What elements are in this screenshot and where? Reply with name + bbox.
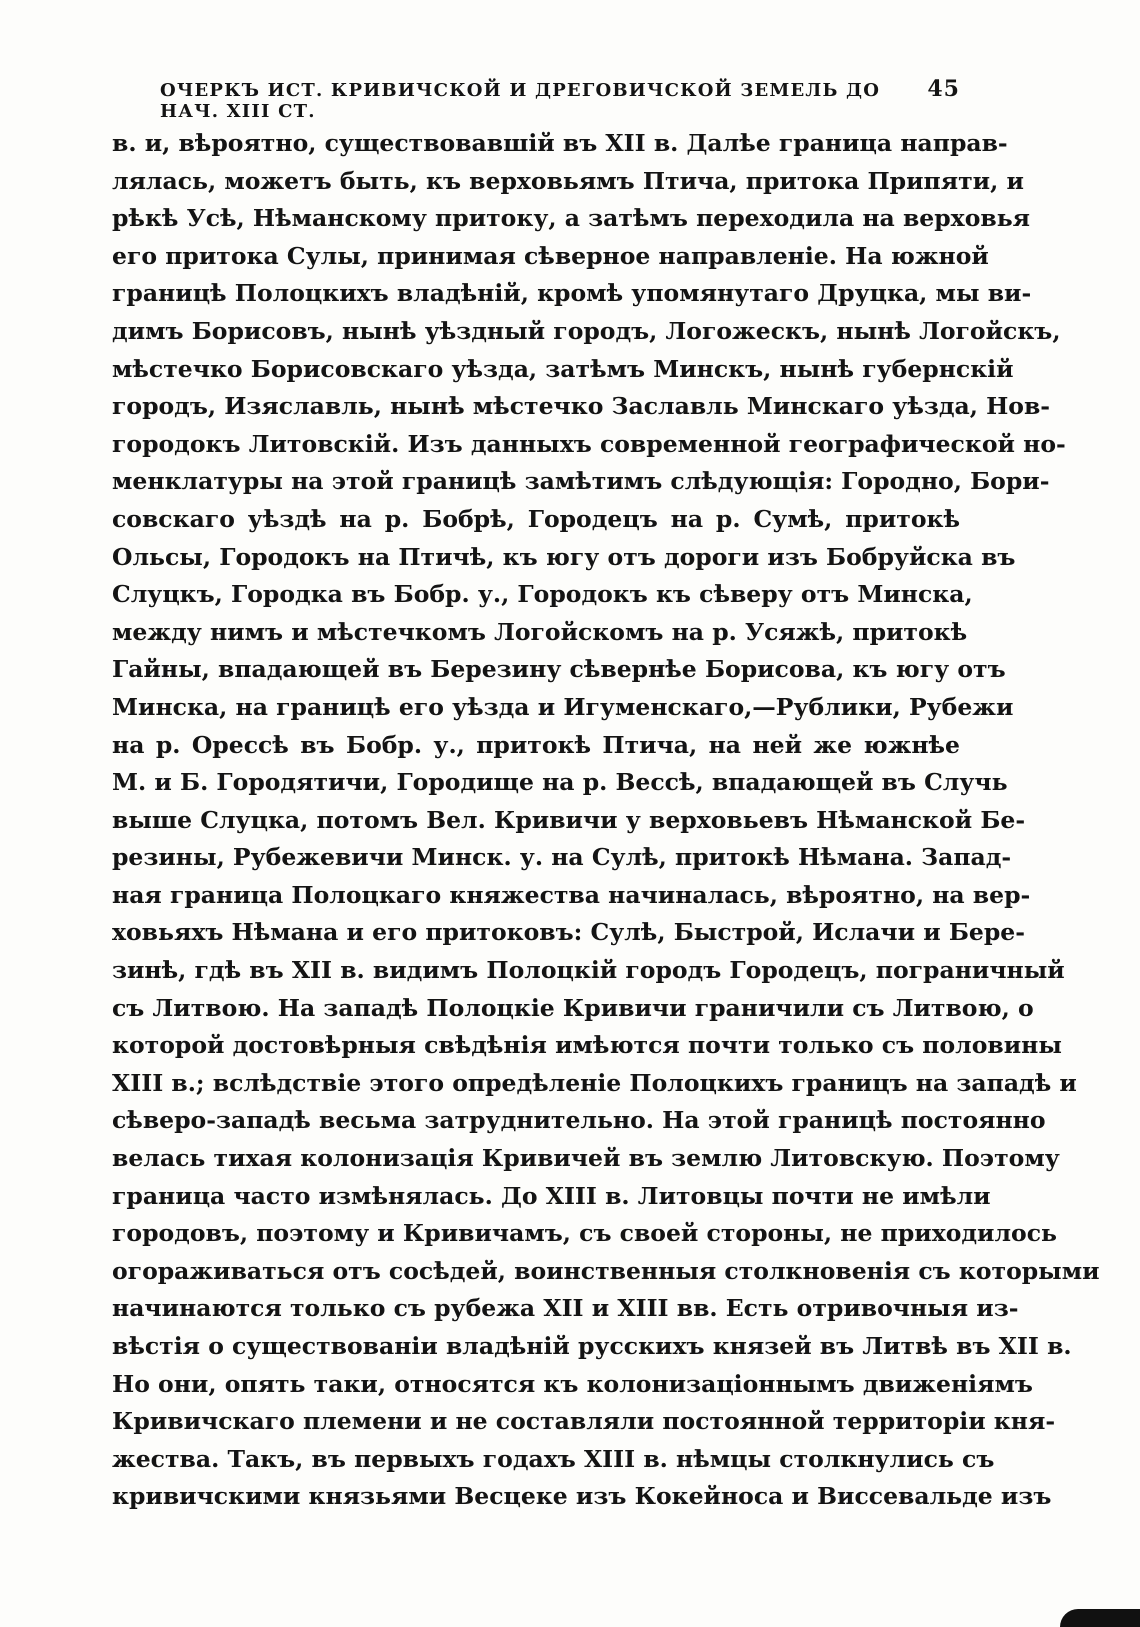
text-line: съ Литвою. На западѣ Полоцкіе Кривичи граничили съ Литвою, о (112, 993, 1034, 1022)
text-line: между нимъ и мѣстечкомъ Логойскомъ на р. Усяжѣ, притокѣ (112, 617, 968, 646)
text-line: велась тихая колонизація Кривичей въ землю Литовскую. Поэтому (112, 1144, 1060, 1173)
text-line: Ольсы, Городокъ на Птичѣ, къ югу отъ дороги изъ Бобруйска въ (112, 542, 1016, 571)
text-line: М. и Б. Городятичи, Городище на р. Вессѣ, впадающей въ Случь (112, 768, 1008, 797)
text-line: которой достовѣрныя свѣдѣнія имѣются почти только съ половины (112, 1031, 1062, 1060)
text-line: зинѣ, гдѣ въ XII в. видимъ Полоцкій городъ Городецъ, пограничный (112, 956, 1065, 985)
text-line: ная граница Полоцкаго княжества начиналась, вѣроятно, на вер- (112, 880, 1031, 909)
scan-smudge (1060, 1609, 1140, 1627)
text-line: Кривичскаго племени и не составляли постоянной территоріи кня- (112, 1407, 1056, 1436)
text-line: совскаго уѣздѣ на р. Бобрѣ, Городецъ на р. Сумѣ, притокѣ (112, 504, 960, 533)
text-line: граница часто измѣнялась. До XIII в. Литовцы почти не имѣли (112, 1181, 991, 1210)
page-number: 45 (927, 76, 960, 102)
text-line: жества. Такъ, въ первыхъ годахъ XIII в. нѣмцы столкнулись съ (112, 1444, 995, 1473)
text-line: границѣ Полоцкихъ владѣній, кромѣ упомянутаго Друцка, мы ви- (112, 279, 1032, 308)
body-text (112, 125, 1100, 1516)
text-line: сѣверо-западѣ весьма затруднительно. На этой границѣ постоянно (112, 1106, 1046, 1135)
text-line: его притока Сулы, принимая сѣверное направленіе. На южной (112, 241, 989, 270)
text-line: ховьяхъ Нѣмана и его притоковъ: Сулѣ, Быстрой, Ислачи и Бере- (112, 918, 1026, 947)
text-line: городовъ, поэтому и Кривичамъ, съ своей стороны, не приходилось (112, 1219, 1057, 1248)
text-line: рѣкѣ Усѣ, Нѣманскому притоку, а затѣмъ переходила на верховья (112, 204, 1031, 233)
text-line: Гайны, впадающей въ Березину сѣвернѣе Борисова, къ югу отъ (112, 655, 1006, 684)
text-line: городъ, Изяславль, нынѣ мѣстечко Заславль Минскаго уѣзда, Нов- (112, 392, 1051, 421)
text-line: Минска, на границѣ его уѣзда и Игуменскаго,—Рублики, Рубежи (112, 692, 1014, 721)
text-line: выше Слуцка, потомъ Вел. Кривичи у верховьевъ Нѣманской Бе- (112, 805, 1026, 834)
text-line: в. и, вѣроятно, существовавшій въ XII в. Далѣе граница направ- (112, 129, 1008, 157)
text-line: вѣстія о существованіи владѣній русскихъ князей въ Литвѣ въ XII в. (112, 1332, 1072, 1360)
text-line: менклатуры на этой границѣ замѣтимъ слѣдующія: Городно, Бори- (112, 467, 1050, 496)
text-line: начинаются только съ рубежа XII и XIII вв. Есть отривочныя из- (112, 1294, 1019, 1323)
text-line: резины, Рубежевичи Минск. у. на Сулѣ, притокѣ Нѣмана. Запад- (112, 843, 1012, 872)
text-line: городокъ Литовскій. Изъ данныхъ современной географической но- (112, 429, 1066, 458)
text-line: мѣстечко Борисовскаго уѣзда, затѣмъ Минскъ, нынѣ губернскій (112, 354, 1014, 383)
text-line: XIII в.; вслѣдствіе этого опредѣленіе Полоцкихъ границъ на западѣ и (112, 1068, 1077, 1097)
text-line: на р. Орессѣ въ Бобр. у., притокѣ Птича, на ней же южнѣе (112, 730, 960, 759)
text-line: Слуцкъ, Городка въ Бобр. у., Городокъ къ сѣверу отъ Минска, (112, 580, 973, 609)
running-header (160, 76, 960, 122)
running-title: ОЧЕРКЪ ИСТ. КРИВИЧСКОЙ И ДРЕГОВИЧСКОЙ ЗЕМЕЛЬ ДО НАЧ. XIII СТ. (160, 80, 881, 122)
text-line: кривичскими князьями Весцеке изъ Кокейноса и Виссевальде изъ (112, 1482, 1052, 1511)
text-line: лялась, можетъ быть, къ верховьямъ Птича, притока Припяти, и (112, 166, 1024, 195)
text-line: димъ Борисовъ, нынѣ уѣздный городъ, Логожескъ, нынѣ Логойскъ, (112, 316, 1061, 345)
text-line: Но они, опять таки, относятся къ колонизаціоннымъ движеніямъ (112, 1369, 1033, 1398)
text-line: огораживаться отъ сосѣдей, воинственныя столкновенія съ которыми (112, 1256, 1100, 1285)
